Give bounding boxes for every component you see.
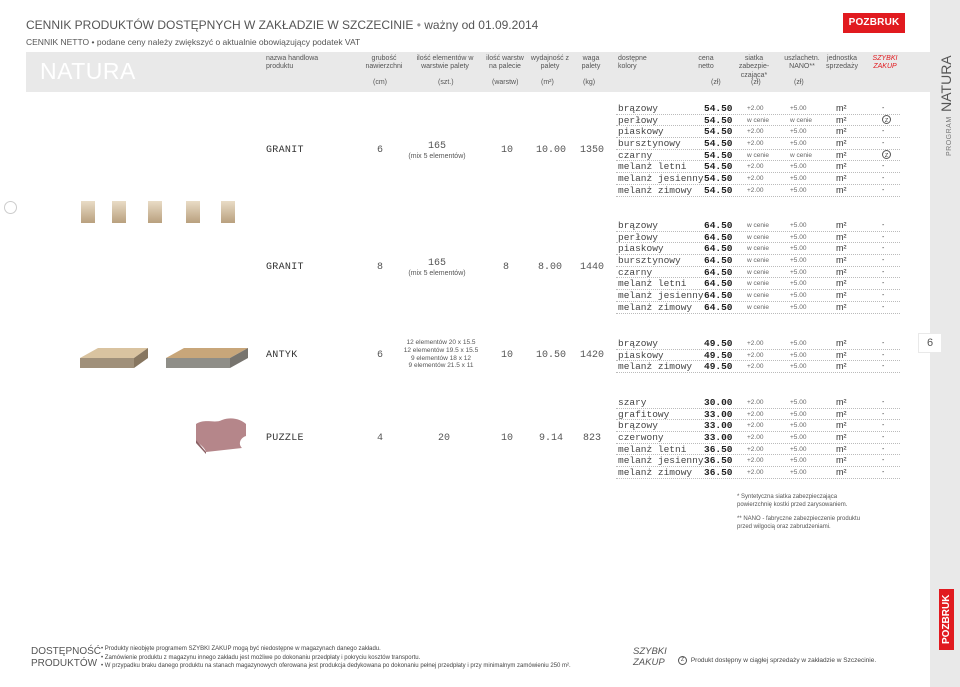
product-layers: 10 <box>501 433 514 444</box>
siatka-price: +2.00 <box>747 351 764 359</box>
nano-price: +5.00 <box>790 233 807 241</box>
product-layers: 8 <box>503 262 510 273</box>
nano-price: +5.00 <box>790 245 807 253</box>
page-number: 6 <box>918 333 942 353</box>
color-row <box>616 397 900 409</box>
color-name: piaskowy <box>618 349 664 361</box>
page-title: CENNIK PRODUKTÓW DOSTĘPNYCH W ZAKŁADZIE W SZCZECINIE • ważny od 01.09.2014 <box>26 18 539 32</box>
unit-layers: (warstw) <box>492 79 519 86</box>
page-subtitle: CENNIK NETTO • podane ceny należy zwiększyć o aktualnie obowiązujący podatek VAT <box>26 37 361 47</box>
product-name: ANTYK <box>266 350 298 361</box>
nano-price: +5.00 <box>790 105 807 112</box>
product-elements: 165 (mix 5 elementów) <box>408 258 466 277</box>
subtitle-rest: podane ceny należy zwiększyć o aktualnie obowiązujący podatek VAT <box>96 37 361 47</box>
siatka-price: w cenie <box>747 257 770 265</box>
color-row <box>616 126 900 138</box>
color-row <box>616 467 900 479</box>
z-badge-icon: Z <box>678 656 687 665</box>
product-layers: 10 <box>501 145 514 156</box>
title-main: CENNIK PRODUKTÓW DOSTĘPNYCH W ZAKŁADZIE W SZCZECINIE <box>26 18 414 32</box>
sales-unit: m² <box>836 103 847 113</box>
siatka-price: +2.00 <box>747 434 764 442</box>
quick-buy: - <box>882 351 885 359</box>
color-name: melanż zimowy <box>618 301 693 313</box>
color-row <box>616 455 900 467</box>
siatka-price: +2.00 <box>747 422 764 430</box>
footnote-nano: ** NANO - fabryczne zabezpieczenie produktu przed wilgocią oraz zabrudzeniami. <box>737 516 861 530</box>
sales-unit: m² <box>836 349 847 360</box>
sales-unit: m² <box>836 184 847 195</box>
color-row <box>616 243 900 255</box>
sales-unit: m² <box>836 243 847 254</box>
price: 64.50 <box>704 255 733 267</box>
price: 54.50 <box>704 103 733 114</box>
price: 64.50 <box>704 243 733 255</box>
color-table <box>616 397 900 479</box>
color-table <box>616 103 900 197</box>
siatka-price: w cenie <box>747 151 770 159</box>
color-name: brązowy <box>618 220 658 231</box>
price: 64.50 <box>704 278 733 290</box>
color-name: bursztynowy <box>618 138 681 150</box>
quick-buy: - <box>882 363 885 371</box>
program-label: PROGRAM <box>946 116 953 156</box>
subtitle-main: CENNIK NETTO <box>26 37 90 47</box>
siatka-price: +2.00 <box>747 340 764 347</box>
product-name: PUZZLE <box>266 433 304 444</box>
col-colors: dostępne kolory <box>618 55 647 71</box>
color-row <box>616 444 900 456</box>
sales-unit: m² <box>836 114 847 125</box>
pozbruk-logo: POZBRUK <box>843 13 905 33</box>
sales-unit: m² <box>836 361 847 372</box>
price: 49.50 <box>704 349 733 361</box>
siatka-price: +2.00 <box>747 457 764 465</box>
siatka-price: +2.00 <box>747 363 764 371</box>
product-yield: 10.00 <box>536 145 567 156</box>
price: 64.50 <box>704 231 733 243</box>
siatka-price: w cenie <box>747 292 770 300</box>
col-price: cena netto <box>698 55 714 71</box>
nano-price: +5.00 <box>790 280 807 288</box>
sales-unit: m² <box>836 467 847 478</box>
quick-buy: - <box>882 457 885 465</box>
puzzle-image <box>192 414 250 454</box>
color-row <box>616 185 900 197</box>
crop-mark-icon <box>4 201 17 214</box>
siatka-price: w cenie <box>747 303 770 311</box>
color-row <box>616 409 900 421</box>
footnote-siatka: * Syntetyczna siatka zabezpieczająca powierzchnię kostki przed zarysowaniem. <box>737 494 848 508</box>
siatka-price: +2.00 <box>747 186 764 194</box>
quick-buy: - <box>882 186 885 194</box>
product-weight: 1420 <box>580 350 605 361</box>
footer-z-note: Z Produkt dostępny w ciągłej sprzedaży w zakładzie w Szczecinie. <box>678 656 876 665</box>
quick-buy: - <box>882 292 885 300</box>
price: 54.50 <box>704 161 733 173</box>
color-row <box>616 302 900 314</box>
price: 54.50 <box>704 184 733 196</box>
sales-unit: m² <box>836 443 847 454</box>
color-name: brązowy <box>618 420 658 432</box>
product-weight: 1440 <box>580 262 605 273</box>
product-yield: 8.00 <box>538 262 563 273</box>
color-name: melanż jesienny <box>618 173 704 185</box>
product-weight: 823 <box>583 433 602 444</box>
sales-unit: m² <box>836 290 847 301</box>
col-weight: waga palety <box>581 55 601 71</box>
product-layers: 10 <box>501 350 514 361</box>
sales-unit: m² <box>836 408 847 419</box>
color-name: brązowy <box>618 338 658 349</box>
unit-thickness: (cm) <box>373 79 387 86</box>
sales-unit: m² <box>836 278 847 289</box>
color-name: brązowy <box>618 103 658 114</box>
siatka-price: +2.00 <box>747 469 764 477</box>
color-name: melanż letni <box>618 443 687 455</box>
color-row <box>616 278 900 290</box>
quick-buy: - <box>882 340 885 347</box>
sales-unit: m² <box>836 161 847 172</box>
quick-buy: - <box>882 233 885 241</box>
price: 36.50 <box>704 455 733 467</box>
color-name: czerwony <box>618 432 664 444</box>
quick-buy: - <box>882 399 885 406</box>
siatka-price: +2.00 <box>747 140 764 148</box>
unit-siatka: (zł) <box>751 79 761 86</box>
quick-buy: - <box>882 175 885 183</box>
nano-price: +5.00 <box>790 268 807 276</box>
color-row <box>616 173 900 185</box>
price: 64.50 <box>704 301 733 313</box>
sales-unit: m² <box>836 397 847 407</box>
price: 54.50 <box>704 114 733 126</box>
nano-price: +5.00 <box>790 410 807 418</box>
program-name: NATURA <box>938 55 954 112</box>
color-name: melanż letni <box>618 161 687 173</box>
quick-buy: - <box>882 410 885 418</box>
granit-image <box>78 201 248 227</box>
col-name: nazwa handlowa produktu <box>266 55 319 71</box>
nano-price: +5.00 <box>790 457 807 465</box>
quick-buy: - <box>882 257 885 265</box>
color-row <box>616 255 900 267</box>
nano-price: +5.00 <box>790 222 807 229</box>
col-sales-unit: jednostka sprzedaży <box>826 55 858 71</box>
nano-price: +5.00 <box>790 363 807 371</box>
color-name: melanż jesienny <box>618 290 704 302</box>
col-quick: SZYBKI ZAKUP <box>872 55 898 71</box>
column-header-band <box>26 52 930 92</box>
siatka-price: +2.00 <box>747 163 764 171</box>
color-row <box>616 290 900 302</box>
color-table <box>616 220 900 314</box>
footer-bullet: • Produkty nieobjęte programem SZYBKI ZAKUP mogą być niedostępne w magazynach danego zakładu. <box>101 646 381 652</box>
nano-price: +5.00 <box>790 445 807 453</box>
price: 49.50 <box>704 338 733 349</box>
unit-elements: (szt.) <box>438 79 454 86</box>
sales-unit: m² <box>836 149 847 160</box>
product-thickness: 6 <box>377 145 384 156</box>
price: 33.00 <box>704 432 733 444</box>
quick-buy: - <box>882 140 885 148</box>
nano-price: +5.00 <box>790 128 807 136</box>
color-row <box>616 161 900 173</box>
title-valid: ważny od 01.09.2014 <box>424 18 539 32</box>
col-yield: wydajność z palety <box>530 55 570 71</box>
sales-unit: m² <box>836 301 847 312</box>
price: 64.50 <box>704 266 733 278</box>
color-row <box>616 138 900 150</box>
color-name: bursztynowy <box>618 255 681 267</box>
sales-unit: m² <box>836 220 847 230</box>
color-row <box>616 361 900 373</box>
price: 64.50 <box>704 290 733 302</box>
siatka-price: +2.00 <box>747 128 764 136</box>
sales-unit: m² <box>836 338 847 348</box>
product-thickness: 4 <box>377 433 384 444</box>
quick-buy: - <box>882 469 885 477</box>
siatka-price: w cenie <box>747 268 770 276</box>
product-thickness: 6 <box>377 350 384 361</box>
nano-price: +5.00 <box>790 292 807 300</box>
footer-szybki-zakup: SZYBKI ZAKUP <box>633 646 667 668</box>
price: 64.50 <box>704 220 733 231</box>
nano-price: +5.00 <box>790 163 807 171</box>
color-row <box>616 420 900 432</box>
antyk-image <box>78 338 250 372</box>
color-row <box>616 350 900 362</box>
nano-price: +5.00 <box>790 303 807 311</box>
color-name: melanż letni <box>618 278 687 290</box>
siatka-price: +2.00 <box>747 175 764 183</box>
color-name: czarny <box>618 149 653 161</box>
price: 49.50 <box>704 361 733 373</box>
color-name: szary <box>618 397 647 408</box>
siatka-price: w cenie <box>747 233 770 241</box>
sales-unit: m² <box>836 173 847 184</box>
nano-price: +5.00 <box>790 257 807 265</box>
siatka-price: w cenie <box>747 116 770 124</box>
nano-price: +5.00 <box>790 140 807 148</box>
siatka-price: +2.00 <box>747 399 764 406</box>
price: 36.50 <box>704 467 733 479</box>
product-name: GRANIT <box>266 145 304 156</box>
footer-bullets <box>101 645 571 671</box>
unit-weight: (kg) <box>583 79 596 86</box>
sales-unit: m² <box>836 266 847 277</box>
color-row <box>616 232 900 244</box>
color-table <box>616 338 900 373</box>
price: 30.00 <box>704 397 733 408</box>
footer-title: DOSTĘPNOŚĆ PRODUKTÓW <box>31 646 102 669</box>
color-name: melanż zimowy <box>618 361 693 373</box>
footer-bullet: • W przypadku braku danego produktu na stanach magazynowych oferowana jest produkcja dedykowana po dokonaniu pełnej przedpłaty i przy minimalnym zamówieniu 250 m². <box>101 663 571 670</box>
unit-nano: (zł) <box>794 79 804 86</box>
color-row <box>616 115 900 127</box>
footer-bullet: • Zamówienie produktu z magazynu innego zakładu jest możliwe po dokonaniu przedpłaty i pokryciu kosztów transportu. <box>101 654 421 661</box>
price: 33.00 <box>704 408 733 420</box>
siatka-price: w cenie <box>747 222 770 229</box>
color-row <box>616 103 900 115</box>
nano-price: +5.00 <box>790 469 807 477</box>
siatka-price: +2.00 <box>747 105 764 112</box>
color-row <box>616 220 900 232</box>
color-name: czarny <box>618 266 653 278</box>
product-elements: 20 <box>438 433 451 444</box>
program-title: NATURA <box>40 58 136 84</box>
quick-buy: - <box>882 128 885 136</box>
quick-buy: - <box>882 105 885 112</box>
quick-buy: - <box>882 268 885 276</box>
quick-buy: - <box>882 434 885 442</box>
color-name: perłowy <box>618 231 658 243</box>
price: 33.00 <box>704 420 733 432</box>
col-layers: ilość warstw na palecie <box>486 55 524 71</box>
nano-price: +5.00 <box>790 186 807 194</box>
product-yield: 9.14 <box>539 433 564 444</box>
price: 36.50 <box>704 443 733 455</box>
col-siatka: siatka zabezpie-czająca* <box>738 55 770 79</box>
nano-price: w cenie <box>790 116 813 124</box>
quick-buy: - <box>882 445 885 453</box>
color-row <box>616 267 900 279</box>
sales-unit: m² <box>836 231 847 242</box>
color-name: piaskowy <box>618 126 664 138</box>
nano-price: +5.00 <box>790 351 807 359</box>
sales-unit: m² <box>836 126 847 137</box>
sales-unit: m² <box>836 455 847 466</box>
nano-price: +5.00 <box>790 175 807 183</box>
program-vertical <box>938 55 956 156</box>
quick-buy: - <box>882 303 885 311</box>
color-name: grafitowy <box>618 408 670 420</box>
quick-buy: Z <box>882 150 891 159</box>
nano-price: +5.00 <box>790 434 807 442</box>
siatka-price: w cenie <box>747 280 770 288</box>
color-name: perłowy <box>618 114 658 126</box>
nano-price: +5.00 <box>790 399 807 406</box>
product-elements: 165 (mix 5 elementów) <box>408 141 466 160</box>
sales-unit: m² <box>836 420 847 431</box>
product-weight: 1350 <box>580 145 605 156</box>
siatka-price: w cenie <box>747 245 770 253</box>
color-name: piaskowy <box>618 243 664 255</box>
product-elements: 12 elementów 20 x 15.5 12 elementów 19.5 x 15.5 9 elementów 18 x 12 9 elementów 21.5 x 11 <box>403 339 479 370</box>
quick-buy: - <box>882 280 885 288</box>
sales-unit: m² <box>836 432 847 443</box>
price: 54.50 <box>704 126 733 138</box>
product-thickness: 8 <box>377 262 384 273</box>
siatka-price: +2.00 <box>747 445 764 453</box>
quick-buy: - <box>882 245 885 253</box>
color-row <box>616 432 900 444</box>
color-row <box>616 150 900 162</box>
quick-buy: - <box>882 422 885 430</box>
unit-price: (zł) <box>711 79 721 86</box>
col-thickness: grubość nawierzchni <box>365 55 403 71</box>
nano-price: +5.00 <box>790 422 807 430</box>
nano-price: +5.00 <box>790 340 807 347</box>
quick-buy: - <box>882 163 885 171</box>
col-elements: ilość elementów w warstwie palety <box>416 55 474 71</box>
sales-unit: m² <box>836 138 847 149</box>
siatka-price: +2.00 <box>747 410 764 418</box>
col-nano: uszlachetn. NANO** <box>784 55 820 71</box>
price: 54.50 <box>704 149 733 161</box>
pozbruk-vertical-logo: POZBRUK <box>936 589 954 650</box>
price: 54.50 <box>704 173 733 185</box>
quick-buy: - <box>882 222 885 229</box>
nano-price: w cenie <box>790 151 813 159</box>
sales-unit: m² <box>836 255 847 266</box>
price: 54.50 <box>704 138 733 150</box>
color-name: melanż zimowy <box>618 184 693 196</box>
quick-buy: Z <box>882 115 891 124</box>
color-name: melanż zimowy <box>618 467 693 479</box>
color-name: melanż jesienny <box>618 455 704 467</box>
product-yield: 10.50 <box>536 350 567 361</box>
product-name: GRANIT <box>266 262 304 273</box>
unit-yield: (m²) <box>541 79 554 86</box>
color-row <box>616 338 900 350</box>
